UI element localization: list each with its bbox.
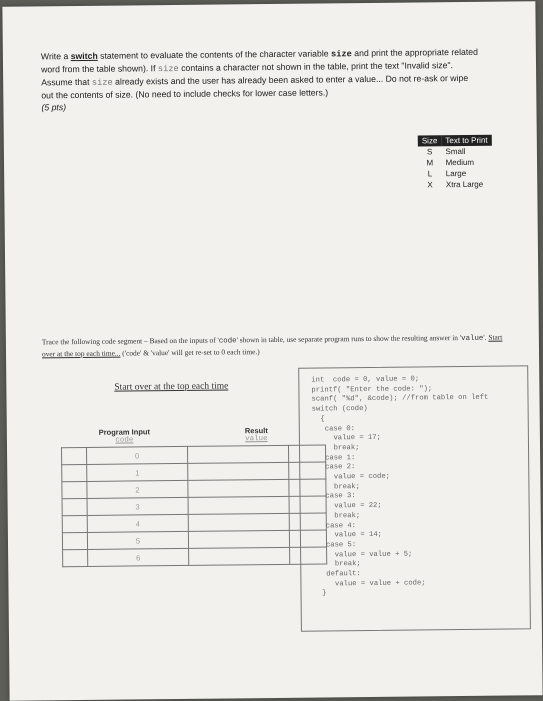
- question-1-text: [41, 46, 482, 114]
- program-input-header: Program Input code: [98, 427, 151, 445]
- result-header: Result value: [244, 426, 268, 444]
- table-row: M Medium: [426, 157, 475, 168]
- table-row: 3: [62, 496, 326, 516]
- size-table-header-text: Text to Print: [441, 135, 491, 147]
- worksheet-page: [2, 1, 542, 701]
- table-row: S Small: [426, 146, 466, 157]
- table-row: 4: [62, 513, 326, 533]
- start-over-heading: Start over at the top each time: [114, 381, 229, 393]
- table-row: 2: [62, 479, 326, 499]
- table-row: X Xtra Large: [427, 179, 484, 190]
- size-table: [418, 135, 492, 191]
- q1-points: (5 pts): [41, 102, 67, 113]
- program-input-table: [61, 423, 327, 567]
- q1-variable-size-3: size: [91, 77, 113, 88]
- q1-part-1: Write a: [40, 51, 71, 62]
- q1-part-3: and print the appropriate related word from the table shown). If: [40, 46, 478, 75]
- q1-part-2: statement to evaluate the contents of the character variable: [97, 48, 332, 61]
- q1-switch-keyword: switch: [70, 50, 98, 62]
- table-row: 5: [62, 530, 326, 550]
- question-2-text: Trace the following code segment – Based on the inputs of 'code' shown in table, use separate program runs to show the resulting answer in 'value'. Start over at the top each time... ('code' & 'value' will get re-set to 0 each time.): [41, 332, 503, 358]
- q2-start-over-note: Start over at the top each time...: [41, 332, 503, 358]
- q1-variable-size-2: size: [157, 63, 179, 75]
- table-row: 1: [62, 462, 326, 482]
- table-row: 0: [62, 445, 326, 465]
- q1-part-4: contains a character not shown in the table, print the text "Invalid size". Assume that: [41, 60, 453, 88]
- code-listing-box: [298, 365, 531, 631]
- q1-part-5: already exists and the user has already been asked to enter a value... Do not re-ask or wipe out the contents of size. (No need to include checks for lower case letters.): [41, 72, 469, 101]
- code-listing: int code = 0, value = 0; printf( "Enter the code: "); scanf( "%d", &code); //from table on left switch (code) { case 0: value = 17; break; case 1: case 2: value = code; break; case 3: value = 22; break; case 4: value = 14; case 5: value = value + 5; break; default: value = value + code; }: [311, 375, 489, 599]
- table-row: 6: [63, 547, 327, 567]
- table-row: L Large: [427, 168, 467, 179]
- size-table-header-size: Size: [418, 135, 442, 146]
- q1-variable-size: size: [330, 49, 352, 60]
